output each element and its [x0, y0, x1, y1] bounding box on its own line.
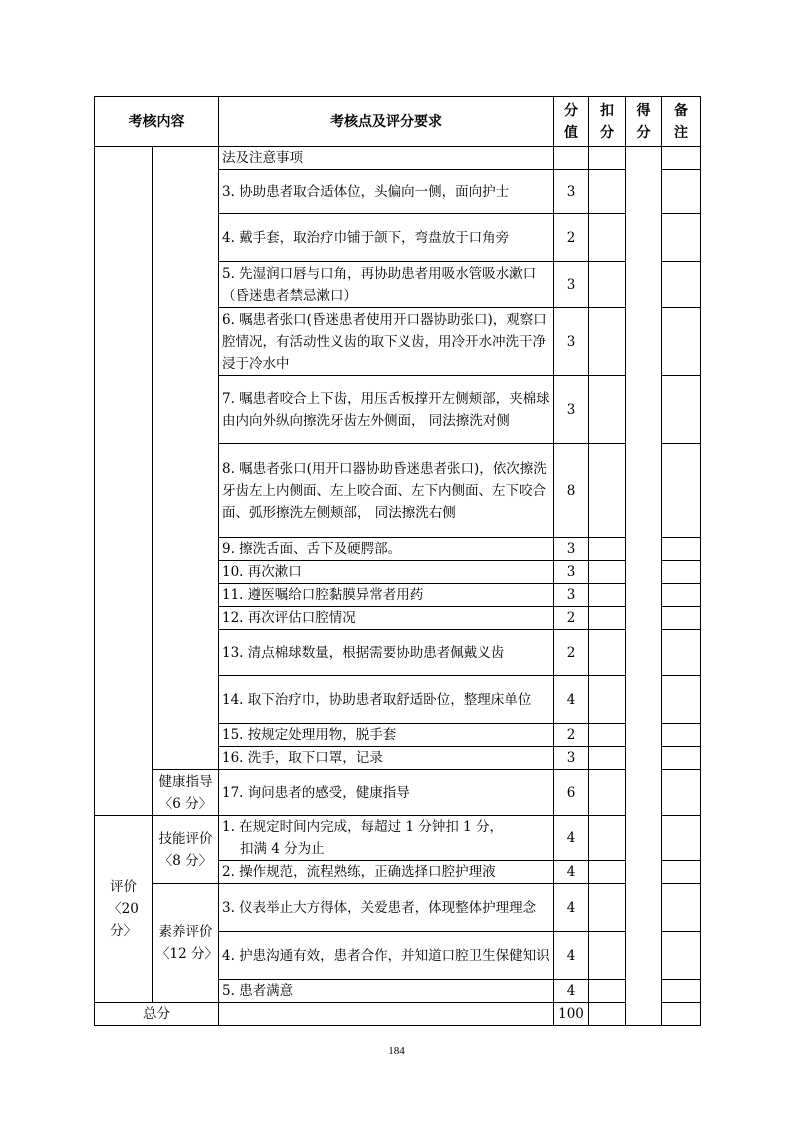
row-text: 9. 擦洗舌面、舌下及硬腭部。 — [219, 538, 554, 561]
note-cell — [662, 861, 701, 884]
row-score: 3 — [554, 538, 589, 561]
deduct-cell — [589, 444, 626, 538]
note-cell — [662, 147, 701, 170]
deduct-cell — [589, 980, 626, 1003]
deduct-cell — [589, 816, 626, 861]
header-deduct: 扣 分 — [589, 97, 626, 147]
quality-row — [95, 884, 701, 932]
row-text: 2. 操作规范，流程熟练，正确选择口腔护理液 — [219, 861, 554, 884]
row-score: 8 — [554, 444, 589, 538]
note-cell — [662, 308, 701, 376]
skill-evaluation-label: 技能评价 〈8 分〉 — [153, 816, 219, 884]
row-score: 3 — [554, 561, 589, 584]
row-score — [554, 147, 589, 170]
note-cell — [662, 676, 701, 724]
row-score: 2 — [554, 214, 589, 262]
deduct-cell — [589, 214, 626, 262]
deduct-cell — [589, 861, 626, 884]
header-content: 考核内容 — [95, 97, 219, 147]
note-cell — [662, 816, 701, 861]
row-text: 11. 遵医嘱给口腔黏膜异常者用药 — [219, 584, 554, 607]
row-score: 3 — [554, 584, 589, 607]
row-text: 17. 询问患者的感受，健康指导 — [219, 770, 554, 816]
row-text: 法及注意事项 — [219, 147, 554, 170]
row-score: 4 — [554, 980, 589, 1003]
note-cell — [662, 376, 701, 444]
deduct-cell — [589, 630, 626, 676]
header-row — [95, 97, 701, 147]
row-text: 6. 嘱患者张口(昏迷患者使用开口器协助张口)，观察口腔情况，有活动性义齿的取下义齿，用冷开水冲洗干净浸于冷水中 — [219, 308, 554, 376]
deduct-cell — [589, 538, 626, 561]
total-score: 100 — [554, 1003, 589, 1026]
row-score: 4 — [554, 884, 589, 932]
row-score: 4 — [554, 816, 589, 861]
total-label: 总分 — [95, 1003, 219, 1026]
row-score: 3 — [554, 747, 589, 770]
row-text: 12. 再次评估口腔情况 — [219, 607, 554, 630]
deduct-cell — [589, 262, 626, 308]
evaluation-label: 评价 〈20 分〉 — [95, 816, 153, 1003]
health-guidance-label: 健康指导 〈6 分〉 — [153, 770, 219, 816]
note-cell — [662, 444, 701, 538]
row-text: 16. 洗手，取下口罩，记录 — [219, 747, 554, 770]
row-score: 2 — [554, 630, 589, 676]
row-text: 8. 嘱患者张口(用开口器协助昏迷患者张口)，依次擦洗牙齿左上内侧面、左上咬合面、左下内侧面、左下咬合面、弧形擦洗左侧颊部， 同法擦洗右侧 — [219, 444, 554, 538]
note-cell — [662, 538, 701, 561]
row-score: 3 — [554, 262, 589, 308]
note-cell — [662, 170, 701, 214]
total-row — [95, 1003, 701, 1026]
note-cell — [662, 884, 701, 932]
health-guidance-row — [95, 770, 701, 816]
row-text: 4. 戴手套，取治疗巾铺于颌下，弯盘放于口角旁 — [219, 214, 554, 262]
deduct-cell — [589, 376, 626, 444]
deduct-cell — [589, 747, 626, 770]
row-text: 15. 按规定处理用物，脱手套 — [219, 724, 554, 747]
header-got: 得 分 — [626, 97, 662, 147]
row-text: 3. 协助患者取合适体位，头偏向一侧，面向护士 — [219, 170, 554, 214]
row-text: 5. 先湿润口唇与口角，再协助患者用吸水管吸水漱口（昏迷患者禁忌漱口） — [219, 262, 554, 308]
note-cell — [662, 630, 701, 676]
row-score: 6 — [554, 770, 589, 816]
total-blank-cell — [219, 1003, 554, 1026]
note-cell — [662, 932, 701, 980]
deduct-cell — [589, 147, 626, 170]
row-score: 3 — [554, 376, 589, 444]
deduct-cell — [589, 561, 626, 584]
note-cell — [662, 980, 701, 1003]
deduct-cell — [589, 584, 626, 607]
row-text: 13. 清点棉球数量，根据需要协助患者佩戴义齿 — [219, 630, 554, 676]
skill-row — [95, 816, 701, 861]
deduct-cell — [589, 724, 626, 747]
row-text: 4. 护患沟通有效，患者合作，并知道口腔卫生保健知识 — [219, 932, 554, 980]
note-cell — [662, 561, 701, 584]
table-row — [95, 147, 701, 170]
blank-category-cell — [95, 147, 153, 816]
deduct-cell — [589, 884, 626, 932]
row-text: 1. 在规定时间内完成，每超过 1 分钟扣 1 分， 扣满 4 分为止 — [219, 816, 554, 861]
assessment-table — [94, 96, 701, 1026]
row-score: 4 — [554, 932, 589, 980]
row-text: 7. 嘱患者咬合上下齿，用压舌板撑开左侧颊部，夹棉球由内向外纵向擦洗牙齿左外侧面， 同法擦洗对侧 — [219, 376, 554, 444]
note-cell — [662, 262, 701, 308]
note-cell — [662, 214, 701, 262]
deduct-cell — [589, 308, 626, 376]
blank-subcategory-cell — [153, 147, 219, 770]
row-score: 4 — [554, 861, 589, 884]
deduct-cell — [589, 676, 626, 724]
deduct-cell — [589, 1003, 626, 1026]
row-score: 3 — [554, 170, 589, 214]
note-cell — [662, 747, 701, 770]
quality-evaluation-label: 素养评价 〈12 分〉 — [153, 884, 219, 1003]
note-cell — [662, 1003, 701, 1026]
row-text: 10. 再次漱口 — [219, 561, 554, 584]
row-text: 5. 患者满意 — [219, 980, 554, 1003]
deduct-cell — [589, 770, 626, 816]
row-text: 14. 取下治疗巾，协助患者取舒适卧位，整理床单位 — [219, 676, 554, 724]
deduct-cell — [589, 170, 626, 214]
row-score: 3 — [554, 308, 589, 376]
deduct-cell — [589, 607, 626, 630]
note-cell — [662, 770, 701, 816]
header-criteria: 考核点及评分要求 — [219, 97, 554, 147]
row-score: 2 — [554, 607, 589, 630]
note-cell — [662, 584, 701, 607]
row-text: 3. 仪表举止大方得体，关爱患者，体现整体护理理念 — [219, 884, 554, 932]
header-score: 分 值 — [554, 97, 589, 147]
deduct-cell — [589, 932, 626, 980]
note-cell — [662, 607, 701, 630]
got-score-cell — [626, 147, 662, 1026]
header-note: 备 注 — [662, 97, 701, 147]
note-cell — [662, 724, 701, 747]
row-score: 4 — [554, 676, 589, 724]
row-score: 2 — [554, 724, 589, 747]
page-number: 184 — [388, 1045, 405, 1057]
